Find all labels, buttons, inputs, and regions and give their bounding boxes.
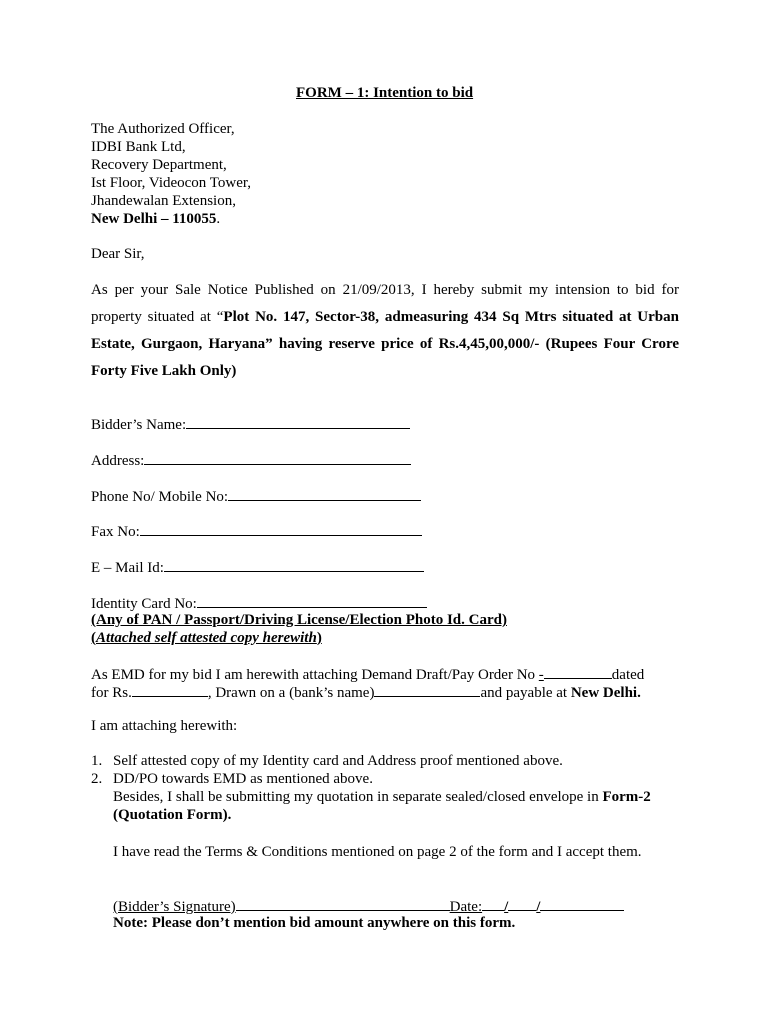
emd-line-2 [91, 682, 641, 702]
bid-amount-note: Note: Please don’t mention bid amount anywhere on this form. [113, 915, 516, 931]
list-text: DD/PO towards EMD as mentioned above. [113, 771, 373, 787]
address-line: The Authorized Officer, [91, 121, 235, 137]
fax-input[interactable] [140, 521, 422, 536]
paragraph-line: Forty Five Lakh Only) [91, 363, 237, 379]
quotation-form-ref: (Quotation Form). [113, 807, 232, 823]
emd-dated: dated [611, 667, 645, 683]
emd-city: New Delhi. [570, 685, 641, 701]
terms-statement: I have read the Terms & Conditions mentioned on page 2 of the form and I accept them. [113, 844, 642, 860]
attachment-note-open: ( [91, 630, 96, 646]
date-label: Date: [449, 899, 483, 915]
address-label: Address: [91, 453, 145, 469]
signature-input[interactable] [236, 896, 450, 911]
list-number: 2. [91, 771, 103, 787]
paragraph-text: property situated at “ [91, 309, 224, 325]
address-city-end: . [216, 211, 221, 227]
identity-input[interactable] [197, 593, 427, 608]
phone-label: Phone No/ Mobile No: [91, 489, 229, 505]
paragraph-line: As per your Sale Notice Published on 21/09/2013, I hereby submit my intension to bid for [91, 282, 679, 298]
signature-label: (Bidder’s Signature) [113, 899, 236, 915]
attachment-note [91, 629, 322, 647]
identity-field [91, 593, 427, 613]
emd-dash: - [538, 667, 544, 683]
emd-text: As EMD for my bid I am herewith attaching Demand Draft/Pay Order No [91, 667, 536, 683]
date-day-input[interactable] [482, 896, 504, 911]
address-field [91, 450, 411, 470]
attaching-heading: I am attaching herewith: [91, 718, 238, 734]
besides-line [113, 788, 651, 806]
phone-input[interactable] [228, 486, 421, 501]
email-input[interactable] [164, 557, 424, 572]
fax-field [91, 521, 422, 541]
date-year-input[interactable] [540, 896, 624, 911]
date-slash: / [504, 899, 509, 915]
phone-field [91, 486, 421, 506]
attachment-note-close: ) [316, 630, 322, 646]
identity-note: (Any of PAN / Passport/Driving License/Election Photo Id. Card) [91, 612, 507, 628]
attachment-note-text: Attached self attested copy herewith [96, 630, 317, 646]
date-slash: / [536, 899, 541, 915]
list-text: Self attested copy of my Identity card and Address proof mentioned above. [113, 753, 563, 769]
address-city: New Delhi – 110055 [91, 211, 217, 227]
bidder-name-label: Bidder’s Name: [91, 417, 187, 433]
signature-line [113, 896, 624, 916]
address-line: IDBI Bank Ltd, [91, 139, 186, 155]
list-item [91, 752, 563, 770]
paragraph-line: Estate, Gurgaon, Haryana” having reserve price of Rs.4,45,00,000/- (Rupees Four Crore [91, 336, 679, 352]
email-field [91, 557, 424, 577]
email-label: E – Mail Id: [91, 560, 164, 576]
paragraph-line [91, 308, 679, 326]
emd-drawn-on: Drawn on a (bank’s name) [211, 685, 375, 701]
form-title: FORM – 1: Intention to bid [296, 85, 474, 101]
date-month-input[interactable] [508, 896, 536, 911]
bidder-name-field [91, 414, 410, 434]
salutation: Dear Sir, [91, 246, 145, 262]
identity-label: Identity Card No: [91, 596, 197, 612]
besides-text: Besides, I shall be submitting my quotation in separate sealed/closed envelope in [113, 789, 603, 805]
dd-number-input[interactable] [544, 664, 612, 679]
address-input[interactable] [144, 450, 411, 465]
address-line: Ist Floor, Videocon Tower, [91, 175, 252, 191]
emd-line-1 [91, 664, 644, 684]
address-city-line [91, 210, 220, 228]
bank-name-input[interactable] [374, 682, 480, 697]
form2-ref: Form-2 [602, 789, 651, 805]
address-line: Recovery Department, [91, 157, 227, 173]
emd-for-rs: for Rs. [91, 685, 132, 701]
address-line: Jhandewalan Extension, [91, 193, 236, 209]
list-item [91, 770, 373, 788]
fax-label: Fax No: [91, 524, 140, 540]
amount-input[interactable] [132, 682, 208, 697]
emd-payable: and payable at [480, 685, 571, 701]
property-description: Plot No. 147, Sector-38, admeasuring 434 Sq Mtrs situated at Urban [223, 309, 679, 325]
emd-comma: , [207, 685, 212, 701]
bidder-name-input[interactable] [186, 414, 410, 429]
list-number: 1. [91, 753, 103, 769]
